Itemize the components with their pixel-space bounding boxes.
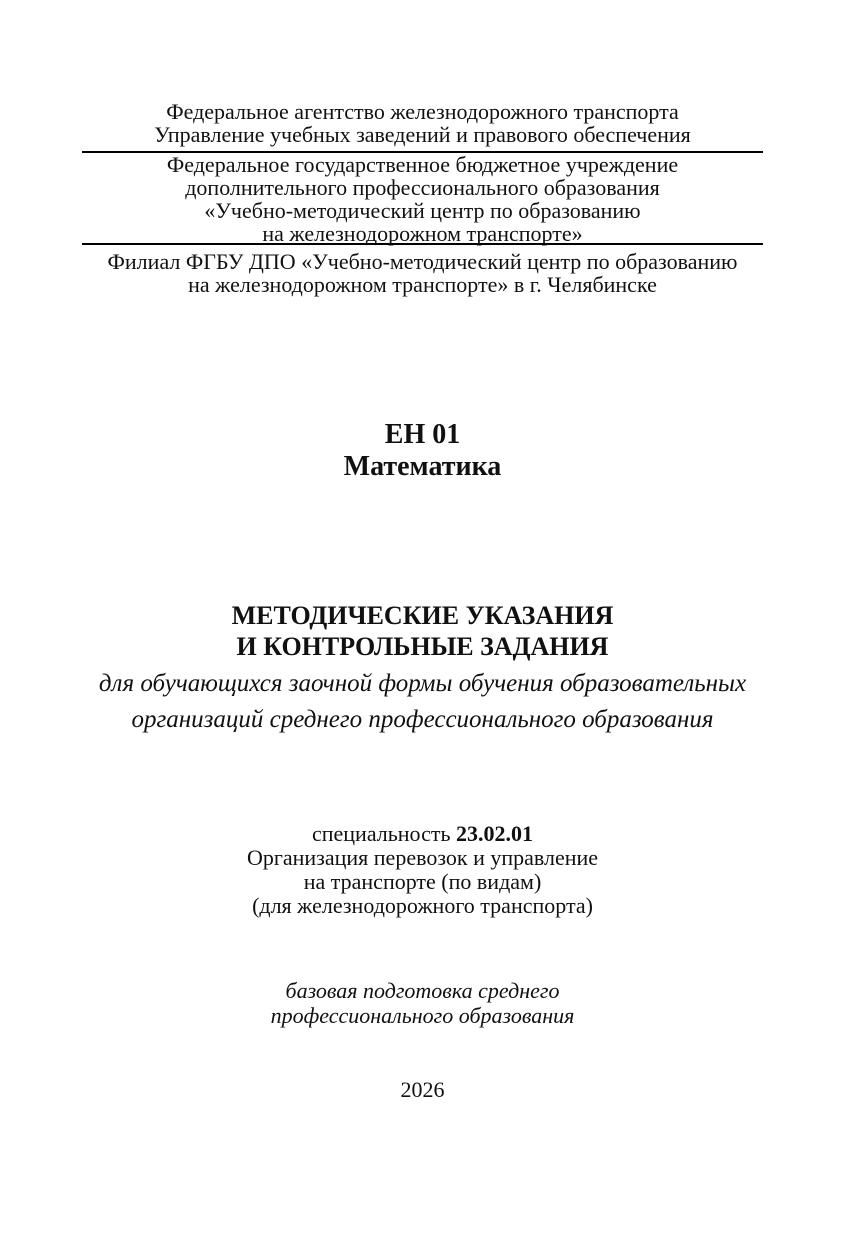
- document-subtitle-line: для обучающихся заочной формы обучения образовательных: [98, 670, 747, 697]
- training-level-block: [82, 978, 763, 1028]
- training-line: профессионального образования: [270, 1003, 575, 1028]
- agency-header: [82, 100, 763, 146]
- agency-line: Управление учебных заведений и правового обеспечения: [154, 122, 691, 147]
- specialty-label: специальность: [311, 821, 451, 846]
- specialty-block: [82, 822, 763, 918]
- specialty-name-line: (для железнодорожного транспорта): [252, 893, 593, 918]
- course-code: ЕН 01: [384, 419, 461, 450]
- institution-line: «Учебно-методический центр по образованию: [204, 198, 641, 223]
- document-title: [82, 600, 763, 662]
- specialty-name-line: Организация перевозок и управление: [246, 845, 599, 870]
- document-title-line: И КОНТРОЛЬНЫЕ ЗАДАНИЯ: [236, 632, 609, 661]
- training-line: базовая подготовка среднего: [285, 978, 560, 1003]
- agency-line: Федеральное агентство железнодорожного транспорта: [166, 99, 679, 124]
- branch-line: на железнодорожном транспорте» в г. Челябинске: [188, 272, 657, 297]
- institution-line: Федеральное государственное бюджетное учреждение: [166, 152, 679, 177]
- specialty-code-line: [82, 822, 763, 846]
- document-subtitle: [82, 666, 763, 738]
- document-title-line: МЕТОДИЧЕСКИЕ УКАЗАНИЯ: [231, 601, 614, 630]
- branch-header: [82, 250, 763, 296]
- publication-year: 2026: [400, 1077, 445, 1102]
- institution-line: дополнительного профессионального образования: [185, 175, 660, 200]
- institution-line: на железнодорожном транспорте»: [262, 221, 583, 246]
- specialty-name-line: на транспорте (по видам): [303, 869, 542, 894]
- specialty-code: 23.02.01: [456, 821, 534, 846]
- course-title-block: [82, 419, 763, 483]
- branch-line: Филиал ФГБУ ДПО «Учебно-методический центр по образованию: [107, 249, 738, 274]
- institution-header: [82, 153, 763, 245]
- divider-line-bottom: [82, 243, 763, 245]
- document-subtitle-line: организаций среднего профессионального образования: [131, 706, 714, 733]
- course-name: Математика: [343, 451, 502, 482]
